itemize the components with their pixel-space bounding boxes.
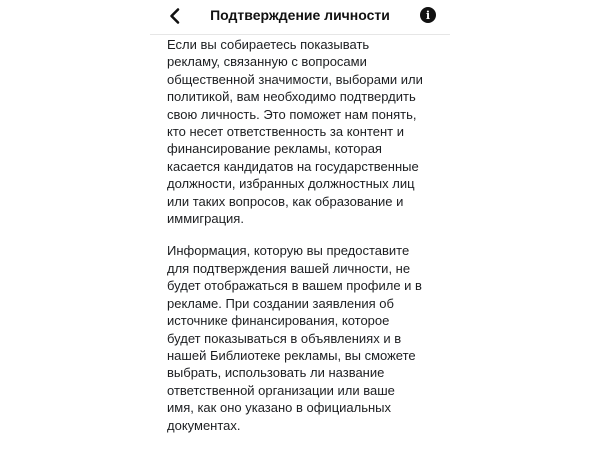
paragraph-line: источнике финансирования, которое [167, 313, 390, 329]
chevron-left-icon [169, 8, 181, 24]
paragraph-line: выбрать, использовать ли название [167, 365, 385, 381]
paragraph-line: политикой, вам необходимо подтвердить [167, 89, 416, 105]
info-button[interactable] [420, 7, 436, 23]
identity-confirmation-screen [150, 0, 450, 433]
paragraph-line: ответственной организации или ваше [167, 382, 395, 398]
explanation-text [167, 36, 439, 449]
header-bar [150, 0, 450, 35]
back-button[interactable] [164, 5, 186, 27]
paragraph-line: будет отображаться в вашем профиле и в [167, 278, 422, 294]
paragraph-line: кто несет ответственность за контент и [167, 124, 404, 140]
paragraph-line: иммиграция. [167, 211, 244, 227]
paragraph-line: будет показываться в объявлениях и в [167, 330, 402, 346]
paragraph-line: нашей Библиотеке рекламы, вы сможете [167, 347, 416, 363]
paragraph-line: Если вы собираетесь показывать [167, 37, 370, 52]
paragraph-line: должности, избранных должностных лиц [167, 176, 415, 192]
paragraph-line: документах. [167, 417, 241, 433]
paragraph [167, 242, 439, 433]
paragraph-line: финансирование рекламы, которая [167, 141, 382, 157]
paragraph-line: рекламу, связанную с вопросами [167, 54, 367, 70]
info-icon: i [425, 8, 431, 22]
page-title: Подтверждение личности [210, 7, 390, 23]
paragraph-line: Информация, которую вы предоставите [167, 243, 410, 259]
paragraph-line: или таких вопросов, как образование и [167, 193, 404, 209]
paragraph-line: касается кандидатов на государственные [167, 158, 419, 174]
paragraph-line: имя, как оно указано в официальных [167, 400, 392, 416]
paragraph-line: для подтверждения вашей личности, не [167, 260, 411, 276]
paragraph-line: рекламе. При создании заявления об [167, 295, 394, 311]
paragraph-line: общественной значимости, выборами или [167, 71, 423, 87]
paragraph [167, 36, 439, 227]
paragraph-line: свою личность. Это поможет нам понять, [167, 106, 417, 122]
